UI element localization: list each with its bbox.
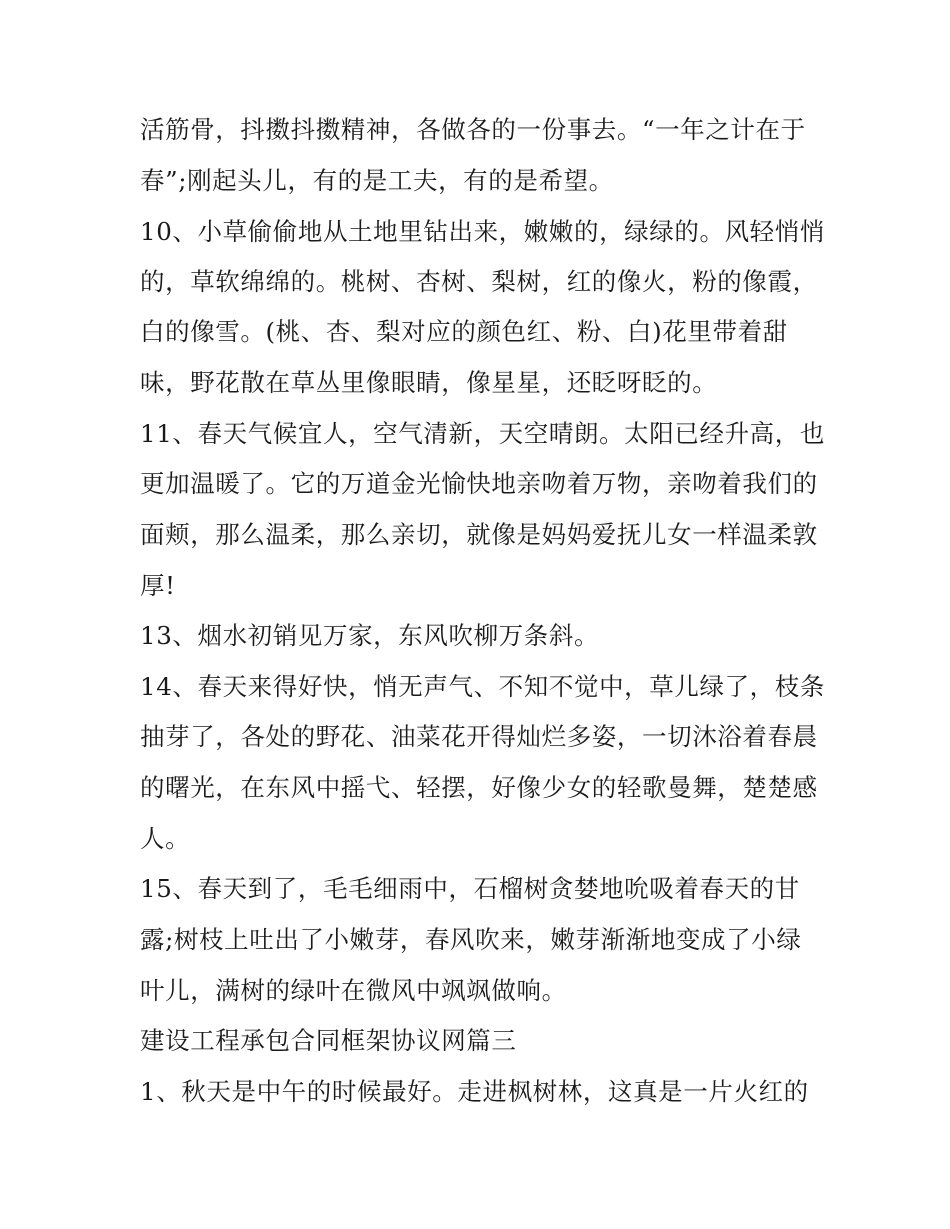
text-line-14: 的曙光，在东风中摇弋、轻摆，好像少女的轻歌曼舞，楚楚感 <box>140 773 818 802</box>
text-line-4: 的，草软绵绵的。桃树、杏树、梨树，红的像火，粉的像霞， <box>140 267 818 296</box>
text-line-9: 面颊，那么温柔，那么亲切，就像是妈妈爱抚儿女一样温柔敦 <box>140 520 818 549</box>
text-line-11: 13、烟水初销见万家，东风吹柳万条斜。 <box>140 621 600 650</box>
text-line-2: 春”;刚起头儿，有的是工夫，有的是希望。 <box>140 166 614 195</box>
text-line-1: 活筋骨，抖擞抖擞精神，各做各的一份事去。“一年之计在于 <box>140 115 806 144</box>
text-line-7: 11、春天气候宜人，空气清新，天空晴朗。太阳已经升高，也 <box>140 419 825 448</box>
text-line-10: 厚! <box>140 571 176 600</box>
text-line-13: 抽芽了，各处的野花、油菜花开得灿烂多姿，一切沐浴着春晨 <box>140 722 818 751</box>
text-line-20: 1、秋天是中午的时候最好。走进枫树林，这真是一片火红的 <box>140 1077 809 1106</box>
text-line-15: 人。 <box>140 824 191 853</box>
text-line-3: 10、小草偷偷地从土地里钻出来，嫩嫩的，绿绿的。风轻悄悄 <box>140 217 825 246</box>
text-line-17: 露;树枝上吐出了小嫩芽，春风吹来，嫩芽渐渐地变成了小绿 <box>140 925 802 954</box>
text-line-12: 14、春天来得好快，悄无声气、不知不觉中，草儿绿了，枝条 <box>140 672 825 701</box>
text-line-18: 叶儿，满树的绿叶在微风中飒飒做响。 <box>140 976 567 1005</box>
section-heading: 建设工程承包合同框架协议网篇三 <box>140 1026 517 1055</box>
text-line-8: 更加温暖了。它的万道金光愉快地亲吻着万物，亲吻着我们的 <box>140 469 818 498</box>
text-line-5: 白的像雪。(桃、杏、梨对应的颜色红、粉、白)花里带着甜 <box>140 317 788 346</box>
text-line-16: 15、春天到了，毛毛细雨中，石榴树贪婪地吮吸着春天的甘 <box>140 874 800 903</box>
text-line-6: 味，野花散在草丛里像眼睛，像星星，还眨呀眨的。 <box>140 368 718 397</box>
